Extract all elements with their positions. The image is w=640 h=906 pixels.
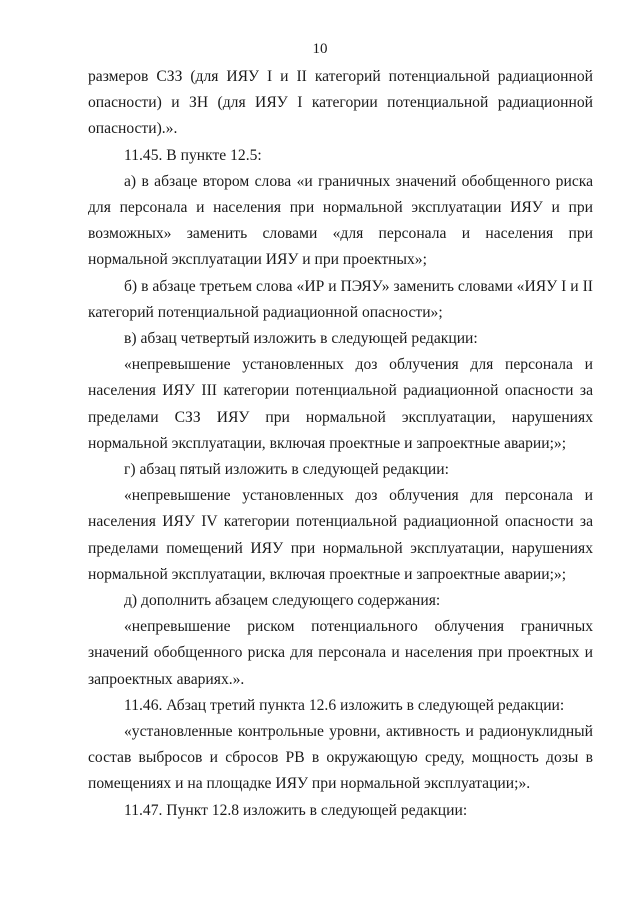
document-body xyxy=(88,64,593,824)
paragraph-continuation: размеров СЗЗ (для ИЯУ I и II категорий потенциальной радиационной опасности) и ЗН (для ИЯУ I категории потенциальной радиационной опасности).». xyxy=(88,68,593,138)
paragraph-subitem-b: б) в абзаце третьем слова «ИР и ПЭЯУ» заменить словами «ИЯУ I и II категорий потенциальной радиационной опасности»; xyxy=(88,277,593,321)
page-number: 10 xyxy=(312,41,328,57)
paragraph-item-11-45: 11.45. В пункте 12.5: xyxy=(124,146,262,164)
paragraph-quote-d: «непревышение риском потенциального облучения граничных значений обобщенного риска для персонала и населения при проектных и запроектных авариях.». xyxy=(88,618,593,688)
paragraph-quote-v: «непревышение установленных доз облучения для персонала и населения ИЯУ III категории потенциальной радиационной опасности за пределами СЗЗ ИЯУ при нормальной эксплуатации, нарушениях нормальной эксплуатации, включая проектные и запроектные аварии;»; xyxy=(88,356,593,452)
paragraph-subitem-a: а) в абзаце втором слова «и граничных значений обобщенного риска для персонала и населения при нормальной эксплуатации ИЯУ и при возможных» заменить словами «для персонала и населения при нормальной эксплуатации ИЯУ и при проектных»; xyxy=(88,172,593,269)
paragraph-subitem-g: г) абзац пятый изложить в следующей редакции: xyxy=(124,461,449,479)
paragraph-subitem-d: д) дополнить абзацем следующего содержания: xyxy=(124,592,441,610)
paragraph-item-11-46: 11.46. Абзац третий пункта 12.6 изложить в следующей редакции: xyxy=(124,696,565,714)
paragraph-subitem-v: в) абзац четвертый изложить в следующей редакции: xyxy=(124,330,478,348)
paragraph-quote-g: «непревышение установленных доз облучения для персонала и населения ИЯУ IV категории потенциальной радиационной опасности за пределами помещений ИЯУ при нормальной эксплуатации, нарушениях нормальной эксплуатации, включая проектные и запроектные аварии;»; xyxy=(88,487,593,583)
paragraph-item-11-47: 11.47. Пункт 12.8 изложить в следующей редакции: xyxy=(124,801,468,819)
paragraph-quote-11-46: «установленные контрольные уровни, активность и радионуклидный состав выбросов и сбросов РВ в окружающую среду, мощность дозы в помещениях и на площадке ИЯУ при нормальной эксплуатации;». xyxy=(88,723,593,793)
